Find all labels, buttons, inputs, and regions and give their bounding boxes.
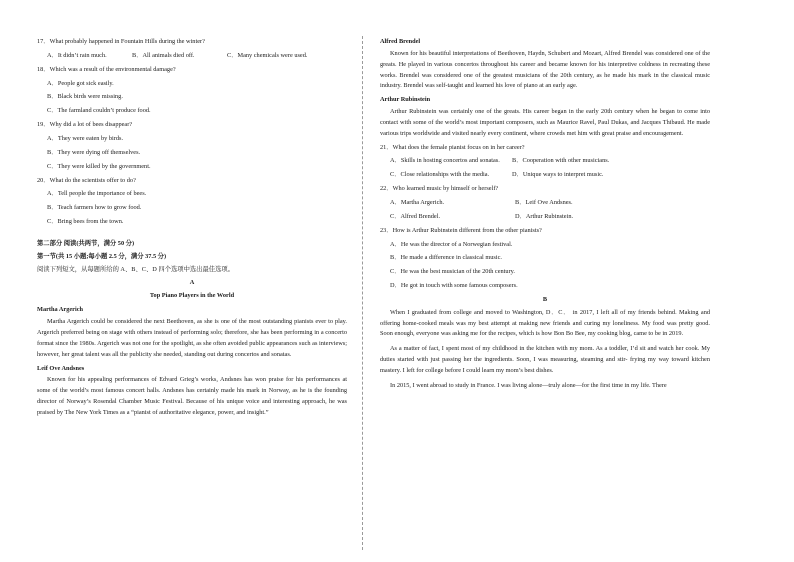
option-row [390,157,710,165]
question-stem: 20．What do the scientists offer to do? [37,176,136,184]
question-19 [37,121,347,170]
option-b: B．Cooperation with other musicians. [512,157,610,165]
option-a: A．Skills in hosting concertos and sonatas. [390,157,500,165]
pianist-name: Alfred Brendel [380,38,421,45]
right-column [380,38,710,550]
option-b: B．They were dying off themselves. [47,148,141,156]
pianist-name: Arthur Rubinstein [380,96,431,104]
question-stem: 18．Which was a result of the environmental damage? [37,65,176,73]
question-23 [380,227,710,290]
question-21 [380,144,710,180]
option-b: B．Leif Ove Andsnes. [515,198,573,206]
question-stem: 22．Who learned music by himself or herself? [380,185,499,193]
part-heading: 第二部分 阅读(共两节，满分 50 分) [37,240,135,248]
question-17 [37,38,347,60]
passage-label: A [189,278,195,286]
option-b: B．Black birds were missing. [47,93,123,101]
section-heading: 第一节(共 15 小题;每小题 2.5 分，满分 37.5 分) [37,252,167,260]
paragraph: Arthur Rubinstein was certainly one of the greats. His career began in the early 20th century when he began to come into contact with some of the world’s most important composers, such as Maurice Ravel, Paul Dukas, and Jacques Thibaud. He made various trips worldwide and visited nearly every continent, where crowds met him with great praise and encouragement. [380,108,710,137]
option-row [390,171,710,179]
option-d: D．Arthur Rubinstein. [515,212,574,220]
option-d: D．He got in touch with some famous composers. [390,282,518,290]
question-18 [37,66,347,115]
question-20 [37,177,347,226]
option-c: C．They were killed by the government. [47,162,151,170]
column-divider [362,36,363,550]
option-row [390,213,710,221]
pianist-name: Leif Ove Andsnes [37,364,85,372]
option-b: B．Teach farmers how to grow food. [47,204,142,212]
option-c: C．The farmland couldn’t produce food. [47,107,151,115]
option-row [47,52,347,60]
option-c: C．Close relationships with the media. [390,171,490,179]
question-stem: 21．What does the female pianist focus on in her career? [380,143,525,151]
paragraph: When I graduated from college and moved to Washington, D．C． in 2017, I left all of my friends behind. Making and offering home-cooked meals was my best attempt at making new friends and curing my loneliness. My food was pretty good. Soon enough, everyone was asking me for the recipes, which is how Bon Bo Bee, my cooking blog, came to be in 2019. [380,308,710,338]
pianist-name: Martha Argerich [37,306,83,314]
option-a: A．He was the director of a Norwegian festival. [390,240,513,248]
option-b: B．All animals died off. [132,51,195,59]
option-a: A．Tell people the importance of bees. [47,190,147,198]
option-a: A．They were eaten by birds. [47,135,124,143]
left-column [37,38,347,550]
option-c: C．Alfred Brendel. [390,212,441,220]
paragraph: In 2015, I went abroad to study in France. I was living alone—truly alone—for the first time in my life. There [390,381,667,389]
option-c: C．Many chemicals were used. [227,51,308,59]
paragraph: As a matter of fact, I spent most of my childhood in the kitchen with my mom. As a toddler, I’d sit and watch her cook. My duties started with just passing her the ingredients. Soon, I was measuring, steaming and stir- frying my way toward kitchen mastery. I left for college before I could learn my mom’s best dishes. [380,345,710,374]
paragraph: Martha Argerich could be considered the next Beethoven, as she is one of the most outstanding pianists ever to play. Argerich preferred being on stage with others instead of performing solo; therefore, she has been performing in a concerto format since the 1980s. Argerich was not one for the spotlight, as she often avoided public appearances such as interviews; however, her great talent was all the publicity she needed, standing out during concertos and sonatas. [37,318,347,358]
instructions: 阅读下列短文，从每题所给的 A、B、C、D 四个选项中选出最佳选项。 [37,265,234,273]
option-c: C．Bring bees from the town. [47,218,124,226]
option-d: D．Unique ways to interpret music. [512,171,604,179]
option-a: A．It didn’t rain much. [47,51,107,59]
option-a: A．Martha Argerich. [390,198,445,206]
question-22 [380,185,710,221]
question-stem: 23．How is Arthur Rubinstein different from the other pianists? [380,226,542,234]
paragraph: Known for his appealing performances of Edvard Grieg’s works, Andsnes has won praise for his performances at some of the world’s most famous concert halls. Andsnes has certainly made his mark in Norway, as he is the founding director of Norway’s Rosendal Chamber Music Festival. Because of his unique voice and interesting approach, he was praised by The New York Times as a “pianist of authoritative elegance, power, and insight.” [37,376,347,416]
paragraph: Known for his beautiful interpretations of Beethoven, Haydn, Schubert and Mozart, Alfred Brendel was considered one of the greats. He played in various concertos throughout his career and became known for his interpretive coldness in recreating these works. Brendel was considered one of the greatest musicians of the 20th century, as he made his mark in the classical music industry. Brendel was self-taught and learned his love of piano at an early age. [380,49,710,90]
option-a: A．People got sick easily. [47,79,114,87]
question-stem: 19．Why did a lot of bees disappear? [37,121,133,129]
passage-title: Top Piano Players in the World [149,292,235,300]
option-c: C．He was the best musician of the 20th century. [390,268,515,276]
question-stem: 17．What probably happened in Fountain Hills during the winter? [37,38,205,45]
passage-label: B [542,295,548,303]
option-row [390,199,710,207]
option-b: B．He made a difference in classical music. [390,254,502,262]
